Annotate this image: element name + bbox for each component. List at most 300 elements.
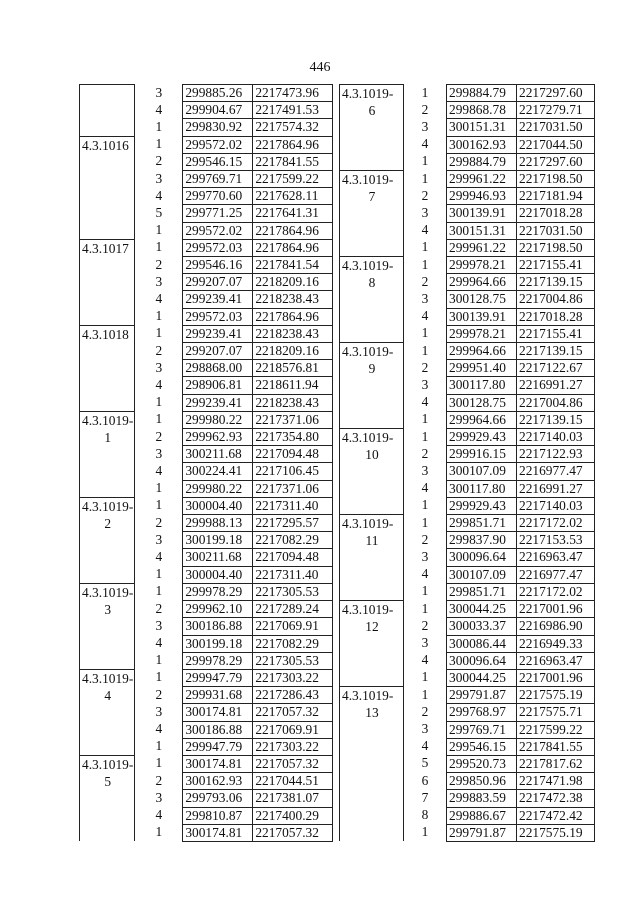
x-coordinate: 299791.87 <box>447 824 517 841</box>
x-coordinate: 299951.40 <box>447 360 517 377</box>
page-number: 446 <box>309 60 331 75</box>
table-row <box>80 411 333 428</box>
x-coordinate: 300128.75 <box>447 291 517 308</box>
point-number: 3 <box>155 359 163 375</box>
parcel-id: 5 <box>104 773 112 789</box>
point-number: 4 <box>421 394 429 410</box>
y-coordinate: 2217044.51 <box>253 773 333 790</box>
x-coordinate: 300211.68 <box>183 446 253 463</box>
x-coordinate: 299964.66 <box>447 411 517 428</box>
parcel-id: 11 <box>365 533 379 549</box>
parcel-id: 4.3.1017 <box>82 240 129 256</box>
y-coordinate: 2217018.28 <box>517 205 595 222</box>
x-coordinate: 299770.60 <box>183 188 253 205</box>
parcel-id-cell <box>340 171 404 257</box>
x-coordinate: 299962.93 <box>183 429 253 446</box>
parcel-id: 4.3.1019- <box>82 756 134 772</box>
point-number: 1 <box>421 411 429 427</box>
y-coordinate: 2217031.50 <box>517 119 595 136</box>
x-coordinate: 299239.41 <box>183 291 253 308</box>
x-coordinate: 299980.22 <box>183 411 253 428</box>
x-coordinate: 299239.41 <box>183 394 253 411</box>
y-coordinate: 2217628.11 <box>253 188 333 205</box>
table-row <box>340 429 595 446</box>
point-number: 5 <box>155 204 163 220</box>
y-coordinate: 2217094.48 <box>253 446 333 463</box>
y-coordinate: 2216949.33 <box>517 635 595 652</box>
point-number: 3 <box>155 617 163 633</box>
point-number: 2 <box>155 600 163 616</box>
y-coordinate: 2217371.06 <box>253 480 333 497</box>
y-coordinate: 2218209.16 <box>253 274 333 291</box>
point-number: 4 <box>155 187 163 203</box>
x-coordinate: 299791.87 <box>447 687 517 704</box>
y-coordinate: 2217371.06 <box>253 411 333 428</box>
x-coordinate: 299851.71 <box>447 515 517 532</box>
y-coordinate: 2217574.32 <box>253 119 333 136</box>
parcel-id-cell <box>340 429 404 515</box>
point-number: 1 <box>421 514 429 530</box>
x-coordinate: 299810.87 <box>183 807 253 824</box>
point-number: 3 <box>155 789 163 805</box>
y-coordinate: 2216986.90 <box>517 618 595 635</box>
point-number: 1 <box>421 170 429 186</box>
point-number: 4 <box>421 566 429 582</box>
y-coordinate: 2217599.22 <box>253 171 333 188</box>
x-coordinate: 300139.91 <box>447 308 517 325</box>
y-coordinate: 2217289.24 <box>253 601 333 618</box>
point-number: 1 <box>155 118 163 134</box>
x-coordinate: 299769.71 <box>183 171 253 188</box>
point-number: 1 <box>155 222 163 238</box>
x-coordinate: 300044.25 <box>447 669 517 686</box>
x-coordinate: 299886.67 <box>447 807 517 824</box>
x-coordinate: 299929.43 <box>447 497 517 514</box>
y-coordinate: 2217018.28 <box>517 308 595 325</box>
x-coordinate: 299883.59 <box>447 790 517 807</box>
x-coordinate: 299929.43 <box>447 429 517 446</box>
y-coordinate: 2217864.96 <box>253 222 333 239</box>
y-coordinate: 2217122.67 <box>517 360 595 377</box>
x-coordinate: 299884.79 <box>447 85 517 102</box>
parcel-id-cell <box>340 257 404 343</box>
point-number: 1 <box>155 738 163 754</box>
y-coordinate: 2216991.27 <box>517 480 595 497</box>
x-coordinate: 300186.88 <box>183 618 253 635</box>
y-coordinate: 2217400.29 <box>253 807 333 824</box>
point-number: 1 <box>155 394 163 410</box>
y-coordinate: 2217471.98 <box>517 773 595 790</box>
x-coordinate: 300199.18 <box>183 532 253 549</box>
parcel-id: 4.3.1019- <box>82 412 134 428</box>
y-coordinate: 2218209.16 <box>253 343 333 360</box>
x-coordinate: 300033.37 <box>447 618 517 635</box>
point-number: 4 <box>421 308 429 324</box>
parcel-id: 8 <box>368 275 376 291</box>
x-coordinate: 300128.75 <box>447 394 517 411</box>
point-number: 3 <box>421 462 429 478</box>
point-number: 4 <box>421 738 429 754</box>
point-number: 4 <box>155 101 163 117</box>
x-coordinate: 299962.10 <box>183 601 253 618</box>
parcel-id: 10 <box>365 447 379 463</box>
table-row <box>80 325 333 342</box>
point-number: 1 <box>155 308 163 324</box>
point-number: 1 <box>421 686 429 702</box>
x-coordinate: 300186.88 <box>183 721 253 738</box>
y-coordinate: 2217599.22 <box>517 721 595 738</box>
x-coordinate: 300107.09 <box>447 463 517 480</box>
x-coordinate: 298906.81 <box>183 377 253 394</box>
y-coordinate: 2217864.96 <box>253 308 333 325</box>
y-coordinate: 2217155.41 <box>517 325 595 342</box>
x-coordinate: 299978.29 <box>183 652 253 669</box>
y-coordinate: 2216991.27 <box>517 377 595 394</box>
y-coordinate: 2217491.53 <box>253 102 333 119</box>
x-coordinate: 300174.81 <box>183 755 253 772</box>
x-coordinate: 300174.81 <box>183 824 253 841</box>
y-coordinate: 2217181.94 <box>517 188 595 205</box>
x-coordinate: 300044.25 <box>447 601 517 618</box>
x-coordinate: 299947.79 <box>183 669 253 686</box>
parcel-id: 4.3.1016 <box>82 137 129 153</box>
point-number: 4 <box>421 652 429 668</box>
point-number: 2 <box>421 101 429 117</box>
x-coordinate: 300139.91 <box>447 205 517 222</box>
point-number: 4 <box>155 721 163 737</box>
table-row <box>80 85 333 102</box>
x-coordinate: 299546.16 <box>183 257 253 274</box>
y-coordinate: 2217303.22 <box>253 738 333 755</box>
x-coordinate: 299961.22 <box>447 239 517 256</box>
y-coordinate: 2217140.03 <box>517 497 595 514</box>
x-coordinate: 300086.44 <box>447 635 517 652</box>
parcel-id-cell <box>80 85 135 137</box>
point-number: 2 <box>421 617 429 633</box>
point-number: 3 <box>421 204 429 220</box>
x-coordinate: 300117.80 <box>447 377 517 394</box>
y-coordinate: 2217155.41 <box>517 257 595 274</box>
y-coordinate: 2217172.02 <box>517 583 595 600</box>
y-coordinate: 2217575.19 <box>517 824 595 841</box>
point-number: 1 <box>421 669 429 685</box>
y-coordinate: 2217057.32 <box>253 755 333 772</box>
point-number: 3 <box>155 531 163 547</box>
x-coordinate: 299978.21 <box>447 325 517 342</box>
y-coordinate: 2217354.80 <box>253 429 333 446</box>
parcel-id: 4.3.1019- <box>342 172 394 188</box>
x-coordinate: 299830.92 <box>183 119 253 136</box>
table-row <box>80 583 333 600</box>
x-coordinate: 299768.97 <box>447 704 517 721</box>
y-coordinate: 2217106.45 <box>253 463 333 480</box>
point-number: 2 <box>155 686 163 702</box>
parcel-id: 4 <box>104 687 112 703</box>
parcel-id-cell <box>80 497 135 583</box>
parcel-id: 4.3.1019- <box>342 602 394 618</box>
y-coordinate: 2217094.48 <box>253 549 333 566</box>
point-number: 3 <box>155 445 163 461</box>
point-number: 1 <box>155 411 163 427</box>
table-row <box>80 755 333 772</box>
parcel-id-cell <box>80 325 135 411</box>
table-row <box>80 669 333 686</box>
x-coordinate: 300004.40 <box>183 566 253 583</box>
y-coordinate: 2217295.57 <box>253 515 333 532</box>
y-coordinate: 2217841.55 <box>517 738 595 755</box>
point-number: 2 <box>421 703 429 719</box>
parcel-id: 4.3.1019- <box>82 498 134 514</box>
point-number: 1 <box>155 239 163 255</box>
y-coordinate: 2217172.02 <box>517 515 595 532</box>
y-coordinate: 2218611.94 <box>253 377 333 394</box>
point-number: 7 <box>421 789 429 805</box>
parcel-id: 13 <box>365 705 379 721</box>
y-coordinate: 2218238.43 <box>253 394 333 411</box>
x-coordinate: 299239.41 <box>183 325 253 342</box>
x-coordinate: 300162.93 <box>183 773 253 790</box>
parcel-id: 4.3.1019- <box>342 344 394 360</box>
y-coordinate: 2217303.22 <box>253 669 333 686</box>
y-coordinate: 2218238.43 <box>253 325 333 342</box>
x-coordinate: 300174.81 <box>183 704 253 721</box>
x-coordinate: 299572.03 <box>183 239 253 256</box>
point-number: 1 <box>421 342 429 358</box>
y-coordinate: 2217472.38 <box>517 790 595 807</box>
parcel-id-cell <box>340 343 404 429</box>
point-number: 3 <box>155 703 163 719</box>
x-coordinate: 299980.22 <box>183 480 253 497</box>
y-coordinate: 2217140.03 <box>517 429 595 446</box>
point-number: 8 <box>421 807 429 823</box>
y-coordinate: 2217001.96 <box>517 669 595 686</box>
y-coordinate: 2217286.43 <box>253 687 333 704</box>
table-row <box>80 136 333 153</box>
parcel-id-cell <box>340 515 404 601</box>
x-coordinate: 299947.79 <box>183 738 253 755</box>
x-coordinate: 299207.07 <box>183 343 253 360</box>
parcel-id: 6 <box>368 103 376 118</box>
y-coordinate: 2217004.86 <box>517 394 595 411</box>
point-number: 4 <box>155 635 163 650</box>
y-coordinate: 2217297.60 <box>517 153 595 170</box>
parcel-id: 4.3.1019- <box>342 430 394 446</box>
x-coordinate: 300211.68 <box>183 549 253 566</box>
point-number: 1 <box>421 239 429 255</box>
x-coordinate: 299904.67 <box>183 102 253 119</box>
parcel-id-cell <box>340 85 404 171</box>
table-row <box>340 687 595 704</box>
point-number: 2 <box>421 273 429 289</box>
x-coordinate: 299837.90 <box>447 532 517 549</box>
point-number: 1 <box>155 583 163 599</box>
x-coordinate: 299769.71 <box>447 721 517 738</box>
y-coordinate: 2217575.71 <box>517 704 595 721</box>
x-coordinate: 299988.13 <box>183 515 253 532</box>
point-number: 3 <box>421 376 429 392</box>
parcel-id: 4.3.1019- <box>82 670 134 686</box>
point-number: 1 <box>421 325 429 341</box>
x-coordinate: 299572.02 <box>183 136 253 153</box>
point-number: 6 <box>421 772 429 788</box>
y-coordinate: 2217031.50 <box>517 222 595 239</box>
point-number: 2 <box>421 531 429 547</box>
parcel-id: 4.3.1019- <box>82 584 134 600</box>
y-coordinate: 2216963.47 <box>517 549 595 566</box>
parcel-id: 4.3.1019- <box>342 258 394 274</box>
parcel-id: 4.3.1019- <box>342 688 394 704</box>
point-number: 2 <box>155 514 163 530</box>
x-coordinate: 299964.66 <box>447 343 517 360</box>
point-number: 1 <box>155 566 163 582</box>
y-coordinate: 2217198.50 <box>517 171 595 188</box>
y-coordinate: 2217044.50 <box>517 136 595 153</box>
x-coordinate: 299868.78 <box>447 102 517 119</box>
y-coordinate: 2217198.50 <box>517 239 595 256</box>
point-number: 4 <box>421 136 429 152</box>
y-coordinate: 2217575.19 <box>517 687 595 704</box>
x-coordinate: 299546.15 <box>183 153 253 170</box>
point-number: 1 <box>421 824 429 840</box>
x-coordinate: 299946.93 <box>447 188 517 205</box>
point-number: 3 <box>421 548 429 564</box>
y-coordinate: 2217057.32 <box>253 824 333 841</box>
parcel-id: 3 <box>104 601 112 617</box>
y-coordinate: 2217472.42 <box>517 807 595 824</box>
y-coordinate: 2217311.40 <box>253 566 333 583</box>
table-row <box>80 497 333 514</box>
x-coordinate: 299884.79 <box>447 153 517 170</box>
x-coordinate: 299572.02 <box>183 222 253 239</box>
y-coordinate: 2217139.15 <box>517 411 595 428</box>
table-row <box>340 343 595 360</box>
point-number: 1 <box>421 428 429 444</box>
point-number: 4 <box>421 222 429 238</box>
point-number: 4 <box>155 548 163 564</box>
parcel-id: 2 <box>104 515 112 531</box>
y-coordinate: 2217311.40 <box>253 497 333 514</box>
point-number: 3 <box>421 635 429 650</box>
y-coordinate: 2217641.31 <box>253 205 333 222</box>
point-number: 2 <box>421 359 429 375</box>
point-number: 1 <box>155 136 163 152</box>
y-coordinate: 2217279.71 <box>517 102 595 119</box>
parcel-id-cell <box>80 669 135 755</box>
y-coordinate: 2217473.96 <box>253 85 333 102</box>
parcel-id: 7 <box>368 189 376 205</box>
x-coordinate: 299931.68 <box>183 687 253 704</box>
x-coordinate: 299520.73 <box>447 755 517 772</box>
y-coordinate: 2217082.29 <box>253 635 333 652</box>
parcel-id-cell <box>340 687 404 842</box>
x-coordinate: 300004.40 <box>183 497 253 514</box>
table-row <box>340 85 595 102</box>
x-coordinate: 299771.25 <box>183 205 253 222</box>
parcel-id: 9 <box>368 361 376 377</box>
parcel-id-cell <box>80 583 135 669</box>
x-coordinate: 299978.29 <box>183 583 253 600</box>
y-coordinate: 2218576.81 <box>253 360 333 377</box>
parcel-id-cell <box>340 601 404 687</box>
parcel-id: 12 <box>365 619 379 635</box>
y-coordinate: 2217139.15 <box>517 343 595 360</box>
point-number: 3 <box>421 290 429 306</box>
y-coordinate: 2217864.96 <box>253 136 333 153</box>
point-number: 2 <box>155 342 163 358</box>
coordinates-table-left <box>79 84 333 842</box>
x-coordinate: 300151.31 <box>447 119 517 136</box>
table-row <box>80 239 333 256</box>
y-coordinate: 2217305.53 <box>253 652 333 669</box>
point-number: 3 <box>421 118 429 134</box>
parcel-id: 4.3.1018 <box>82 326 129 342</box>
point-number: 1 <box>155 325 163 341</box>
point-number: 1 <box>421 153 429 169</box>
point-number: 1 <box>421 256 429 272</box>
parcel-id-cell <box>80 411 135 497</box>
point-number: 3 <box>155 273 163 289</box>
x-coordinate: 300224.41 <box>183 463 253 480</box>
y-coordinate: 2217297.60 <box>517 85 595 102</box>
x-coordinate: 299851.71 <box>447 583 517 600</box>
point-number: 1 <box>155 497 163 513</box>
x-coordinate: 300096.64 <box>447 549 517 566</box>
y-coordinate: 2218238.43 <box>253 291 333 308</box>
y-coordinate: 2217082.29 <box>253 532 333 549</box>
x-coordinate: 300162.93 <box>447 136 517 153</box>
table-row <box>340 257 595 274</box>
parcel-id: 4.3.1019- <box>342 516 394 532</box>
parcel-id-cell <box>80 239 135 325</box>
y-coordinate: 2217864.96 <box>253 239 333 256</box>
x-coordinate: 299978.21 <box>447 257 517 274</box>
y-coordinate: 2216977.47 <box>517 463 595 480</box>
point-number: 5 <box>421 755 429 771</box>
point-number: 2 <box>421 187 429 203</box>
y-coordinate: 2217841.54 <box>253 257 333 274</box>
x-coordinate: 299546.15 <box>447 738 517 755</box>
point-number: 1 <box>155 480 163 496</box>
y-coordinate: 2216963.47 <box>517 652 595 669</box>
y-coordinate: 2217817.62 <box>517 755 595 772</box>
y-coordinate: 2217841.55 <box>253 153 333 170</box>
x-coordinate: 299850.96 <box>447 773 517 790</box>
y-coordinate: 2217122.93 <box>517 446 595 463</box>
parcel-id-cell <box>80 136 135 239</box>
point-number: 1 <box>421 497 429 513</box>
point-number: 1 <box>421 84 429 100</box>
x-coordinate: 299964.66 <box>447 274 517 291</box>
point-number: 1 <box>155 755 163 771</box>
x-coordinate: 299572.03 <box>183 308 253 325</box>
point-number: 4 <box>155 290 163 306</box>
y-coordinate: 2217139.15 <box>517 274 595 291</box>
y-coordinate: 2217381.07 <box>253 790 333 807</box>
x-coordinate: 299961.22 <box>447 171 517 188</box>
point-number: 1 <box>155 669 163 685</box>
y-coordinate: 2216977.47 <box>517 566 595 583</box>
y-coordinate: 2217305.53 <box>253 583 333 600</box>
y-coordinate: 2217057.32 <box>253 704 333 721</box>
parcel-id-cell <box>80 755 135 841</box>
point-number: 1 <box>421 583 429 599</box>
point-number: 3 <box>155 170 163 186</box>
y-coordinate: 2217153.53 <box>517 532 595 549</box>
y-coordinate: 2217004.86 <box>517 291 595 308</box>
x-coordinate: 300096.64 <box>447 652 517 669</box>
point-number: 2 <box>421 445 429 461</box>
coordinates-table-right <box>339 84 595 842</box>
